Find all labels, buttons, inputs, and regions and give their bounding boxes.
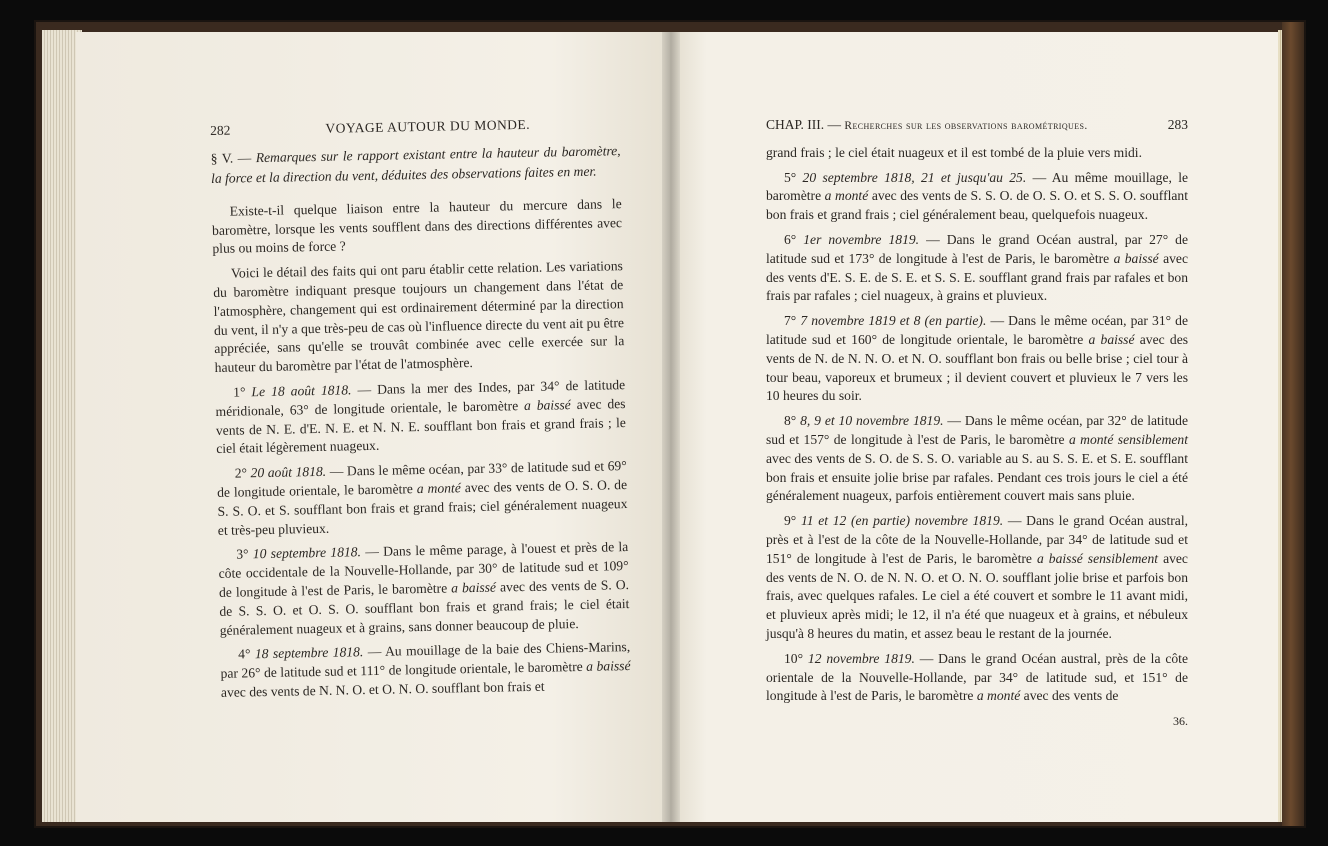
entry-text: — Dans le grand Océan austral, par 27° de latitude sud et 173° de longitude à l'est de Paris, le baromètre <box>766 231 1189 266</box>
entry-emphasis: a baissé <box>1113 250 1159 266</box>
right-page-number: 283 <box>1167 117 1188 132</box>
entry-text: — Au mouillage de la baie des Chiens-Marins, par 26° de latitude sud et 111° de longitude orientale, le baromètre <box>220 639 631 682</box>
intro-paragraph-1: Existe-t-il quelque liaison entre la hauteur du mercure dans le baromètre, lorsque les vents soufflent dans des directions différentes avec plus ou moins de force ? <box>211 195 623 257</box>
entry-date: 11 et 12 (en partie) novembre 1819. <box>800 513 1004 529</box>
left-page-text <box>210 114 631 708</box>
entry-number: 5° <box>784 169 797 185</box>
entry-number: 6° <box>784 231 797 247</box>
entry-date: 10 septembre 1818. <box>252 544 362 562</box>
entry-text: — Dans le même parage, à l'ouest et près de la côte occidentale de la Nouvelle-Hollande, par 30° de latitude sud et 109° de longitude à l'est de Paris, le baromètre <box>218 539 629 600</box>
entry-emphasis: a baissé sensiblement <box>1036 550 1159 566</box>
entry-emphasis: a baissé <box>451 579 497 596</box>
entry-paragraph <box>766 169 1188 225</box>
entry-date: 1er novembre 1819. <box>803 231 920 247</box>
entry-text: — Dans la mer des Indes, par 34° de latitude méridionale, 63° de longitude orientale, le baromètre <box>215 377 626 419</box>
entry-date: 12 novembre 1819. <box>807 650 915 666</box>
entry-date: 18 septembre 1818. <box>254 644 364 662</box>
entry-emphasis: a baissé <box>1088 331 1135 347</box>
entry-number: 2° <box>234 465 248 481</box>
entry-paragraph <box>218 538 630 640</box>
entry-date: 20 septembre 1818, 21 et jusqu'au 25. <box>802 169 1027 185</box>
entry-text: avec des vents de S. S. O. de O. S. O. et S. S. O. soufflant bon frais et grand frais ; ciel généralement beau, quelquefois nuageux. <box>766 188 1188 223</box>
entry-text: — Dans le même océan, par 33° de latitude sud et 69° de longitude orientale, le baromètre <box>216 458 627 500</box>
entry-number: 7° <box>784 313 797 329</box>
entry-text: avec des vents de N. de N. N. O. et N. O. soufflant bon frais ou belle brise ; ciel tour à tour beau, vaporeux et brumeux ; il devient couvert et pluvieux le 7 vers les 10 heures du soir. <box>766 331 1189 404</box>
left-running-head <box>210 114 620 141</box>
section-number: § V. — <box>210 150 252 166</box>
section-title: Remarques sur le rapport existant entre la hauteur du baromètre, la force et la direction du vent, déduites des observations faites en mer. <box>210 142 621 186</box>
intro-paragraph-2: Voici le détail des faits qui ont paru établir cette relation. Les variations du baromètre indiquant presque toujours un changement dans l'état de l'atmosphère, changement qui est ordinairement déterminé par la direction du vent, il n'y a que très-peu de cas où l'influence directe du vent ait pu être appréciée, sans qu'elle se trouvât combinée avec celle exercée sur la hauteur du baromètre par l'état de l'atmosphère. <box>213 258 625 376</box>
entry-text: avec des vents d'E. S. E. de S. E. et S. S. E. soufflant grand frais par rafales et bon frais par rafales ; ciel nuageux, à grains et pluvieux. <box>766 250 1188 304</box>
entry-number: 4° <box>238 646 251 662</box>
entry-emphasis: a baissé <box>586 658 631 675</box>
right-running-title <box>766 116 1088 136</box>
entry-text: avec des vents de O. S. O. de S. S. O. et S. soufflant bon frais et grand frais; ciel généralement nuageux et très-peu pluvieux. <box>217 477 628 538</box>
running-title-subject: Recherches sur les observations barométriques. <box>844 120 1088 132</box>
left-page <box>76 32 670 822</box>
entry-emphasis: a monté <box>976 688 1021 704</box>
entry-date: Le 18 août 1818. <box>251 382 352 400</box>
running-title-chapter: CHAP. III. — <box>766 117 842 132</box>
right-page <box>670 32 1280 822</box>
entry-number: 8° <box>784 413 797 429</box>
entry-date: 8, 9 et 10 novembre 1819. <box>800 413 944 429</box>
entry-text: — Dans le grand Océan austral, près et à l'est de la côte de la Nouvelle-Hollande, par 34° de latitude sud et 151° de longitude à l'est de Paris, le baromètre <box>766 513 1188 566</box>
entry-number: 3° <box>236 546 249 562</box>
entry-text: — Dans le même océan, par 31° de latitude sud et 160° de longitude orientale, le baromètre <box>766 313 1189 347</box>
entry-paragraph <box>766 312 1188 406</box>
entry-text: — Dans le grand Océan austral, près de la côte orientale de la Nouvelle-Hollande, par 34° de latitude sud, et 151° de longitude à l'est de Paris, le baromètre <box>766 650 1188 704</box>
entry-paragraph <box>220 638 631 702</box>
left-page-number: 282 <box>210 122 231 138</box>
book-cover-edge <box>1282 22 1304 826</box>
entry-paragraph <box>766 650 1188 706</box>
entry-text: avec des vents de S. O. de S. S. O. variable au S. au S. S. E. et S. E. soufflant bon frais et ensuite jolie brise par rafales. Pendant ces trois jours le ciel a été généralement nuageux, parfois entièrement couvert mais sans pluie. <box>766 450 1188 504</box>
entry-text: avec des vents de <box>1023 688 1119 704</box>
book-gutter <box>662 32 680 822</box>
entry-text: avec des vents de N. E. d'E. N. E. et N. N. E. soufflant bon frais et grand frais ; le ciel était légèrement nuageux. <box>215 395 626 457</box>
entry-paragraph <box>766 231 1188 306</box>
entry-paragraph <box>217 457 628 540</box>
entry-number: 9° <box>784 513 797 529</box>
continuation-paragraph: grand frais ; le ciel était nuageux et il est tombé de la pluie vers midi. <box>766 144 1142 160</box>
entry-text: — Au même mouillage, le baromètre <box>766 169 1189 204</box>
left-running-title: VOYAGE AUTOUR DU MONDE. <box>325 116 531 136</box>
entry-paragraph <box>215 376 626 459</box>
signature-mark: 36. <box>1173 714 1188 729</box>
entry-paragraph <box>766 512 1188 644</box>
entry-emphasis: a monté <box>416 480 461 497</box>
entry-text: avec des vents de N. N. O. et O. N. O. soufflant bon frais et <box>220 678 545 700</box>
book-spread <box>36 22 1304 826</box>
entry-number: 10° <box>784 650 804 666</box>
entry-number: 1° <box>233 384 246 400</box>
entry-date: 7 novembre 1819 et 8 (en partie). <box>800 313 987 329</box>
entry-emphasis: a monté sensiblement <box>1068 431 1188 447</box>
entry-date: 20 août 1818. <box>250 463 327 481</box>
entry-text: avec des vents de S. O. de S. S. O. et O. S. O. soufflant bon frais et grand frais; le ciel était généralement nuageux et à grains, sans donner beaucoup de pluie. <box>219 576 630 638</box>
entry-paragraph <box>766 412 1188 506</box>
entry-emphasis: a baissé <box>523 396 571 413</box>
right-page-text <box>766 116 1188 731</box>
entry-emphasis: a monté <box>824 188 869 204</box>
section-heading <box>211 141 622 189</box>
right-running-head <box>766 116 1188 136</box>
entry-text: — Dans le même océan, par 32° de latitude sud et 157° de longitude à l'est de Paris, le baromètre <box>766 413 1188 447</box>
entry-text: avec des vents de N. O. de N. N. O. et O. N. O. soufflant jolie brise et parfois bon frais, avec quelques rafales. Le ciel a été couvert et sombre le 11 avant midi, et pluvieux après midi; le 12, il n'a été que nuageux et à grains, et nébuleux jusqu'à 8 heures du matin, et assez beau le restant de la journée. <box>766 550 1188 641</box>
